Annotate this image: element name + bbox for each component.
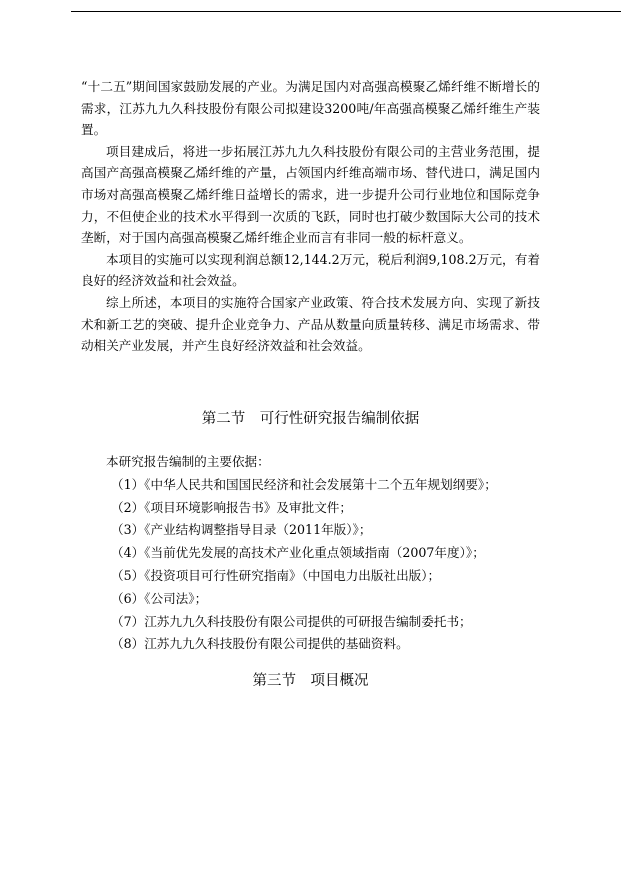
basis-item: （6）《公司法》； bbox=[111, 590, 208, 606]
basis-item: （3）《产业结构调整指导目录（2011年版）》； bbox=[111, 522, 372, 538]
paragraph-industry-need: “十二五”期间国家鼓励发展的产业。为满足国内对高强高模聚乙烯纤维不断增长的需求，江苏九九久科技股份有限公司拟建设3200吨/年高强高模聚乙烯纤维生产装置。 bbox=[81, 79, 540, 138]
basis-item: （1）《中华人民共和国国民经济和社会发展第十二个五年规划纲要》； bbox=[111, 476, 497, 492]
header-rule bbox=[71, 11, 621, 12]
basis-item: （8）江苏九九久科技股份有限公司提供的基础资料。 bbox=[111, 636, 409, 652]
paragraph-project-benefits: 项目建成后，将进一步拓展江苏九九久科技股份有限公司的主营业务范围，提高国产高强高模聚乙烯纤维的产量，占领国内纤维高端市场、替代进口，满足国内市场对高强高模聚乙烯纤维日益增长的需求，进一步提升公司行业地位和国际竞争力，不但使企业的技术水平得到一次质的飞跃，同时也打破少数国际大公司的技术垄断，对于国内高强高模聚乙烯纤维企业而言有非同一般的标杆意义。 bbox=[81, 143, 540, 246]
body-text bbox=[81, 76, 540, 357]
basis-item: （7）江苏九九久科技股份有限公司提供的可研报告编制委托书； bbox=[111, 613, 472, 629]
paragraph-profit: 本项目的实施可以实现利润总额12,144.2万元，税后利润9,108.2万元，有着良好的经济效益和社会效益。 bbox=[81, 251, 540, 289]
section-3-heading: 第三节 项目概况 bbox=[252, 673, 369, 689]
basis-list bbox=[106, 451, 546, 656]
basis-item: （2）《项目环境影响报告书》及审批文件； bbox=[111, 499, 352, 515]
basis-intro: 本研究报告编制的主要依据： bbox=[106, 454, 270, 469]
paragraph-summary: 综上所述，本项目的实施符合国家产业政策、符合技术发展方向、实现了新技术和新工艺的突破、提升企业竞争力、产品从数量向质量转移、满足市场需求、带动相关产业发展，并产生良好经济效益和社会效益。 bbox=[81, 294, 540, 354]
basis-item: （5）《投资项目可行性研究指南》（中国电力出版社出版）； bbox=[111, 567, 441, 583]
section-2-heading: 第二节 可行性研究报告编制依据 bbox=[201, 411, 420, 427]
basis-item: （4）《当前优先发展的高技术产业化重点领域指南（2007年度）》； bbox=[111, 545, 485, 561]
